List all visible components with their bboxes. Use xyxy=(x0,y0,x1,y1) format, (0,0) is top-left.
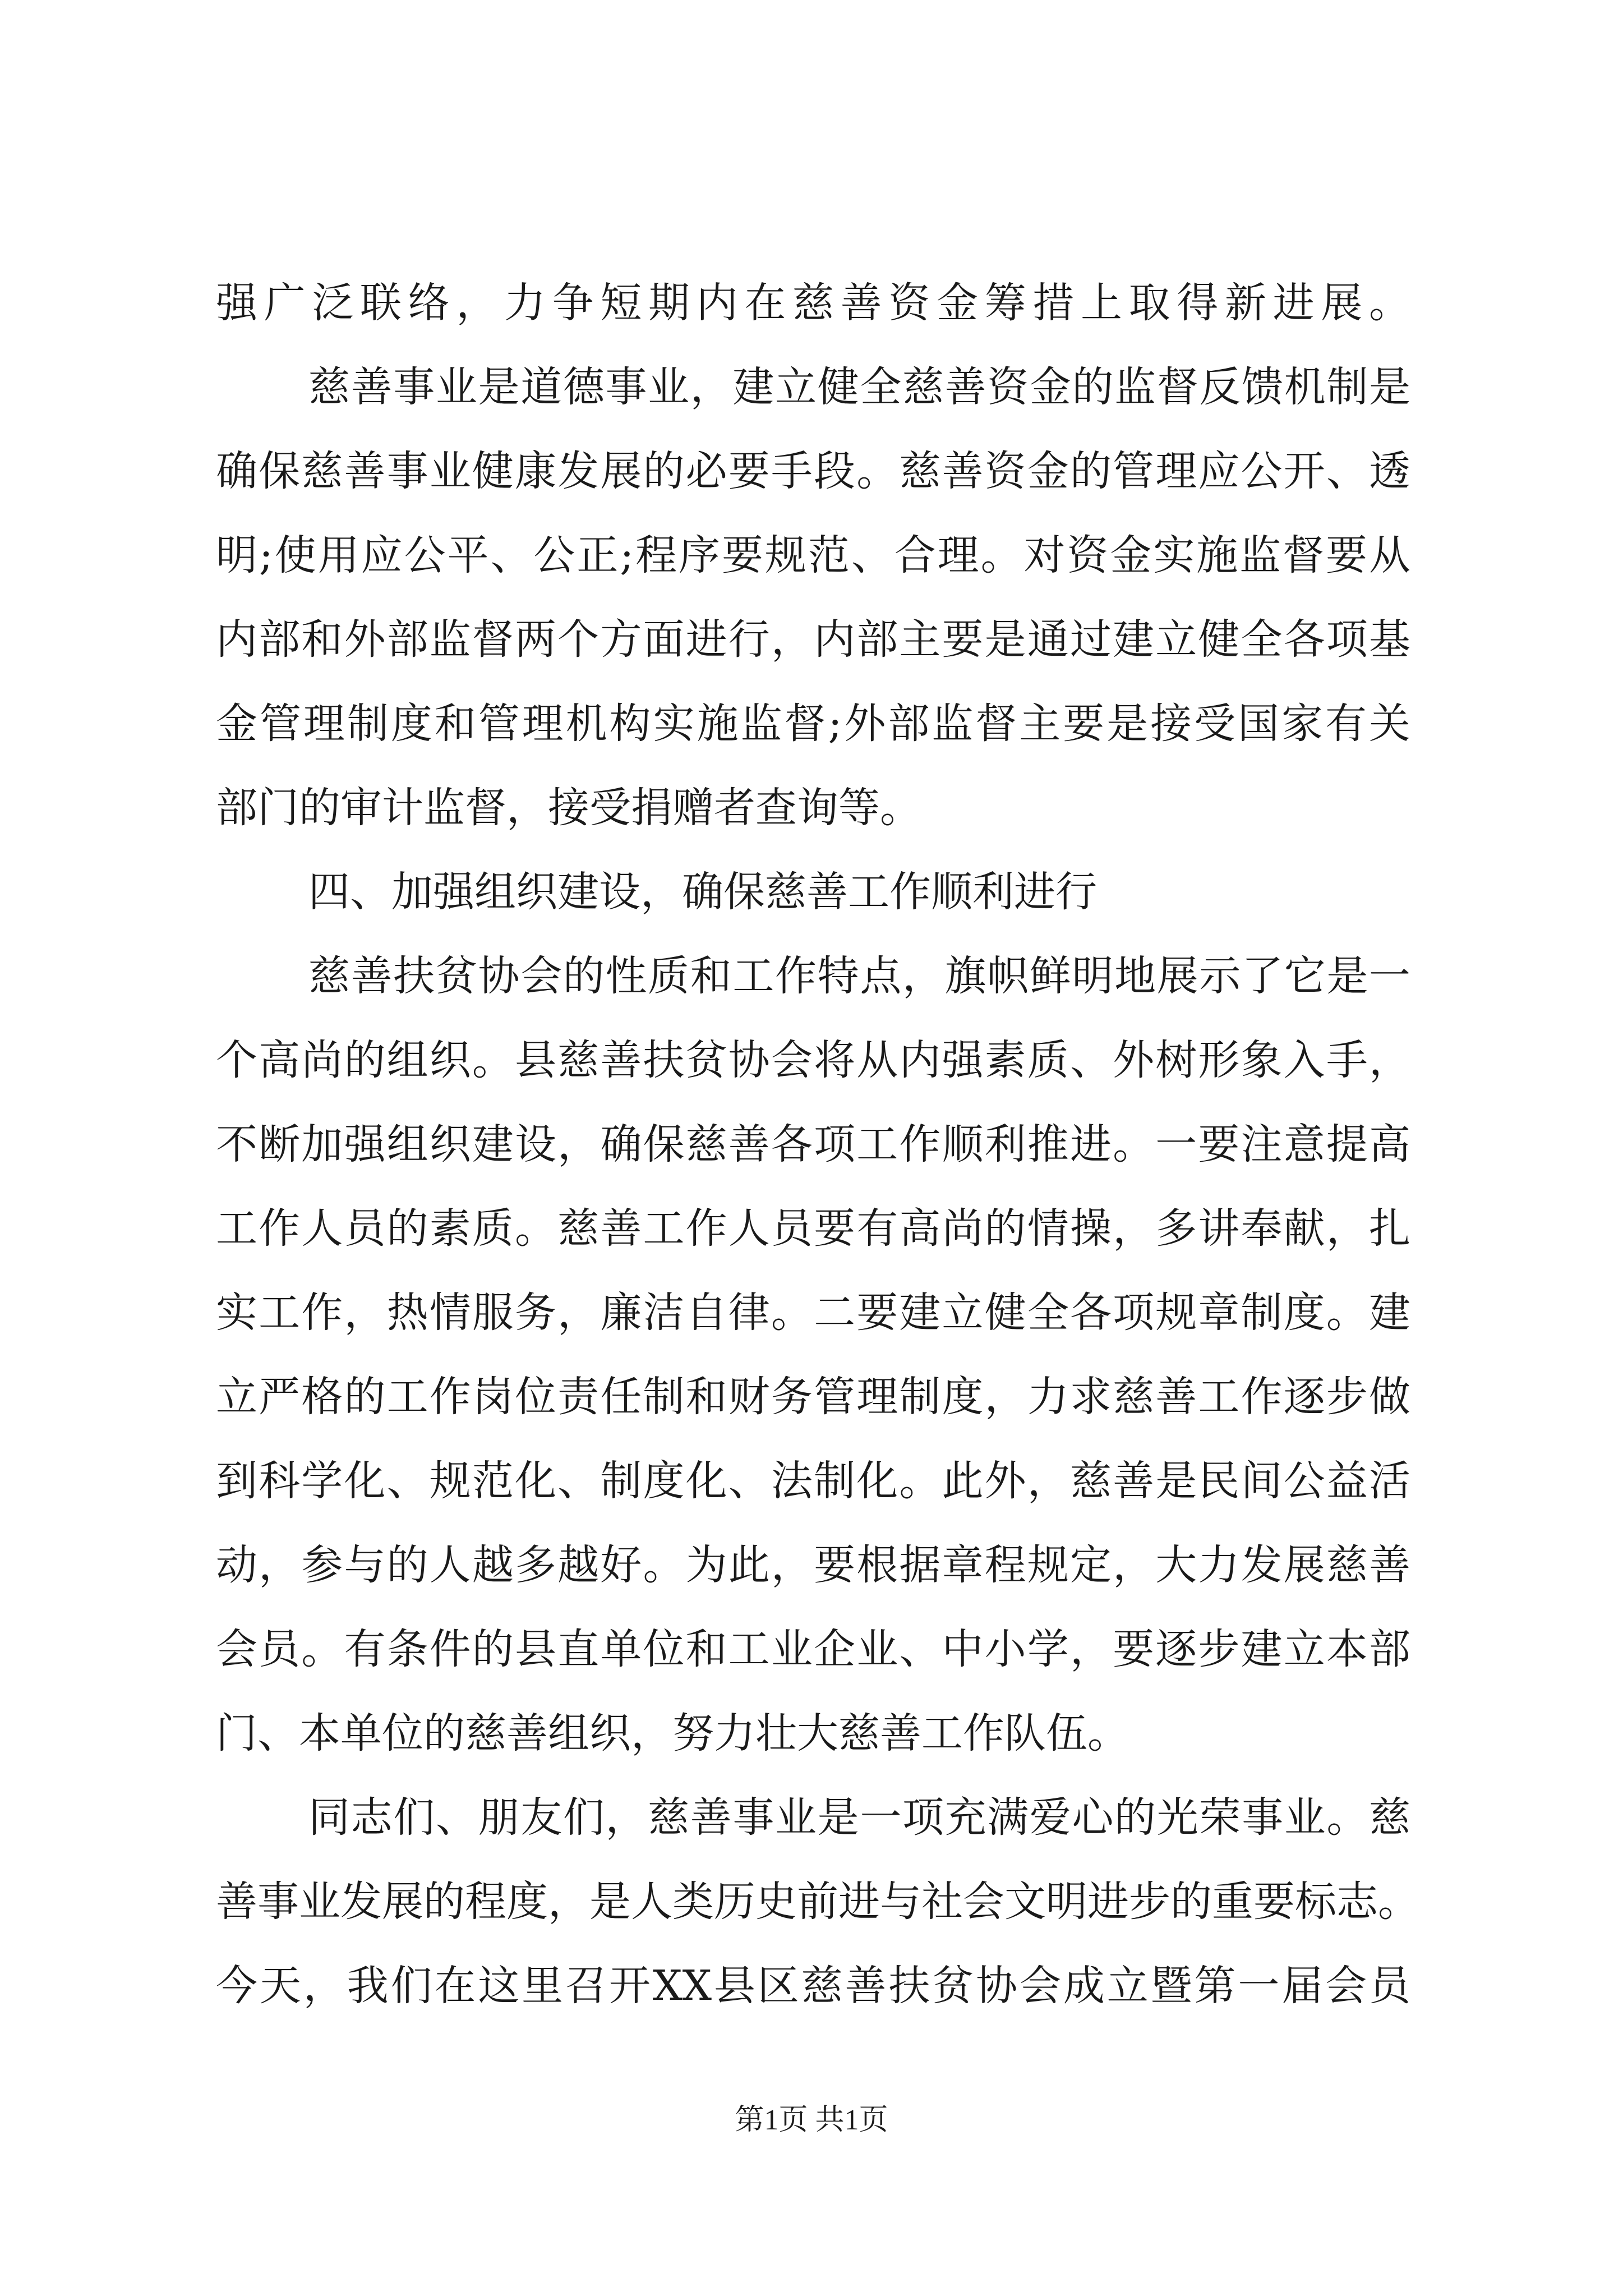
text-line: 不断加强组织建设，确保慈善各项工作顺利推进。一要注意提高 xyxy=(216,1120,1410,1168)
text-line: 门、本单位的慈善组织，努力壮大慈善工作队伍。 xyxy=(216,1709,1129,1757)
text-line: 立严格的工作岗位责任制和财务管理制度，力求慈善工作逐步做 xyxy=(216,1373,1410,1421)
text-line: 金管理制度和管理机构实施监督;外部监督主要是接受国家有关 xyxy=(216,700,1410,748)
text-line: 确保慈善事业健康发展的必要手段。慈善资金的管理应公开、透 xyxy=(216,447,1410,495)
text-line: 个高尚的组织。县慈善扶贫协会将从内强素质、外树形象入手， xyxy=(216,1036,1410,1084)
text-line: 明;使用应公平、公正;程序要规范、合理。对资金实施监督要从 xyxy=(216,531,1410,579)
section-heading: 四、加强组织建设，确保慈善工作顺利进行 xyxy=(308,868,1097,916)
text-line: 工作人员的素质。慈善工作人员要有高尚的情操，多讲奉献，扎 xyxy=(216,1204,1410,1253)
text-line: 内部和外部监督两个方面进行，内部主要是通过建立健全各项基 xyxy=(216,615,1410,664)
text-line: 实工作，热情服务，廉洁自律。二要建立健全各项规章制度。建 xyxy=(216,1289,1410,1337)
text-line: 同志们、朋友们，慈善事业是一项充满爱心的光荣事业。慈 xyxy=(308,1793,1410,1842)
document-body xyxy=(216,261,1419,2028)
text-line: 强广泛联络，力争短期内在慈善资金筹措上取得新进展。 xyxy=(216,279,1410,327)
text-line: 会员。有条件的县直单位和工业企业、中小学，要逐步建立本部 xyxy=(216,1625,1410,1673)
text-line: 慈善事业是道德事业，建立健全慈善资金的监督反馈机制是 xyxy=(308,363,1410,411)
text-line: 慈善扶贫协会的性质和工作特点，旗帜鲜明地展示了它是一 xyxy=(308,952,1410,1000)
text-line: 到科学化、规范化、制度化、法制化。此外，慈善是民间公益活 xyxy=(216,1457,1410,1505)
page-number-footer: 第1页 共1页 xyxy=(735,2104,888,2136)
text-line: 部门的审计监督，接受捐赠者查询等。 xyxy=(216,784,921,832)
text-line: 动，参与的人越多越好。为此，要根据章程规定，大力发展慈善 xyxy=(216,1541,1410,1589)
text-line: 今天，我们在这里召开XX县区慈善扶贫协会成立暨第一届会员 xyxy=(216,1962,1410,2010)
text-line: 善事业发展的程度，是人类历史前进与社会文明进步的重要标志。 xyxy=(216,1878,1419,1926)
